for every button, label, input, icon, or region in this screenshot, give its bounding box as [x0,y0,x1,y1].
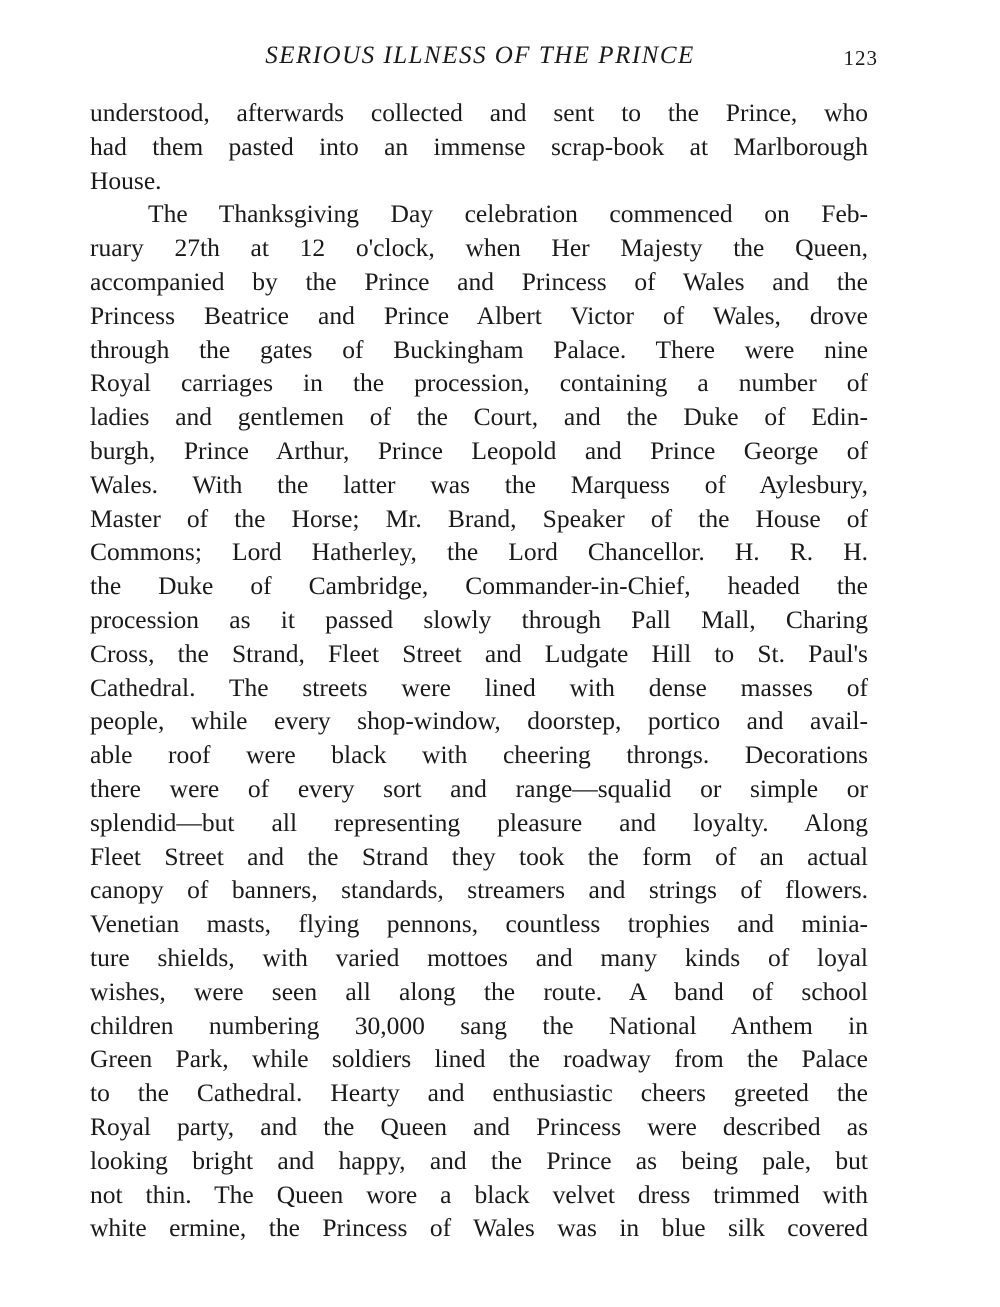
text-line: procession as it passed slowly through Pall Mall, Charing [90,604,868,634]
text-line: to the Cathedral. Hearty and enthusiastic cheers greeted the [90,1078,868,1108]
text-line: House. [90,165,162,195]
text-line: Master of the Horse; Mr. Brand, Speaker of the House of [90,503,868,533]
text-line: canopy of banners, standards, streamers and strings of flowers. [90,875,868,905]
text-line: children numbering 30,000 sang the National Anthem in [90,1010,868,1040]
text-line: the Duke of Cambridge, Commander-in-Chief, headed the [90,571,868,601]
text-line: through the gates of Buckingham Palace. There were nine [90,334,868,364]
text-line: Royal party, and the Queen and Princess were described as [90,1111,868,1141]
text-line: ruary 27th at 12 o'clock, when Her Majesty the Queen, [90,233,868,263]
text-line: Green Park, while soldiers lined the roadway from the Palace [90,1044,868,1074]
text-line: Fleet Street and the Strand they took the form of an actual [90,841,868,871]
text-line: Commons; Lord Hatherley, the Lord Chancellor. H. R. H. [90,537,868,567]
body-text [90,96,868,1245]
running-head [90,42,878,78]
text-line: splendid—but all representing pleasure and loyalty. Along [90,807,868,837]
text-line: understood, afterwards collected and sent to the Prince, who [90,98,868,127]
text-line: Cross, the Strand, Fleet Street and Ludgate Hill to St. Paul's [90,638,868,668]
text-line: Royal carriages in the procession, containing a number of [90,368,868,398]
text-line: ladies and gentlemen of the Court, and the Duke of Edin- [90,402,868,432]
text-line: able roof were black with cheering throngs. Decorations [90,740,868,770]
text-line: not thin. The Queen wore a black velvet dress trimmed with [90,1179,868,1209]
text-line: white ermine, the Princess of Wales was in blue silk covered [90,1213,868,1243]
text-line: wishes, were seen all along the route. A band of school [90,976,868,1006]
text-line: looking bright and happy, and the Prince as being pale, but [90,1145,868,1175]
text-line: accompanied by the Prince and Princess of Wales and the [90,266,868,296]
text-line: there were of every sort and range—squalid or simple or [90,773,868,803]
text-line: Princess Beatrice and Prince Albert Victor of Wales, drove [90,300,868,330]
text-line: burgh, Prince Arthur, Prince Leopold and Prince George of [90,435,868,465]
text-line: people, while every shop-window, doorstep, portico and avail- [90,706,868,736]
text-line: ture shields, with varied mottoes and many kinds of loyal [90,942,868,972]
paragraph-start-line: The Thanksgiving Day celebration commenced on Feb- [148,199,868,229]
text-line: had them pasted into an immense scrap-book at Marlborough [90,131,868,161]
text-line: Venetian masts, flying pennons, countless trophies and minia- [90,909,868,939]
text-line: Cathedral. The streets were lined with dense masses of [90,672,868,702]
page-number: 123 [843,46,878,70]
text-line: Wales. With the latter was the Marquess of Aylesbury, [90,469,868,499]
running-title: SERIOUS ILLNESS OF THE PRINCE [265,42,695,69]
